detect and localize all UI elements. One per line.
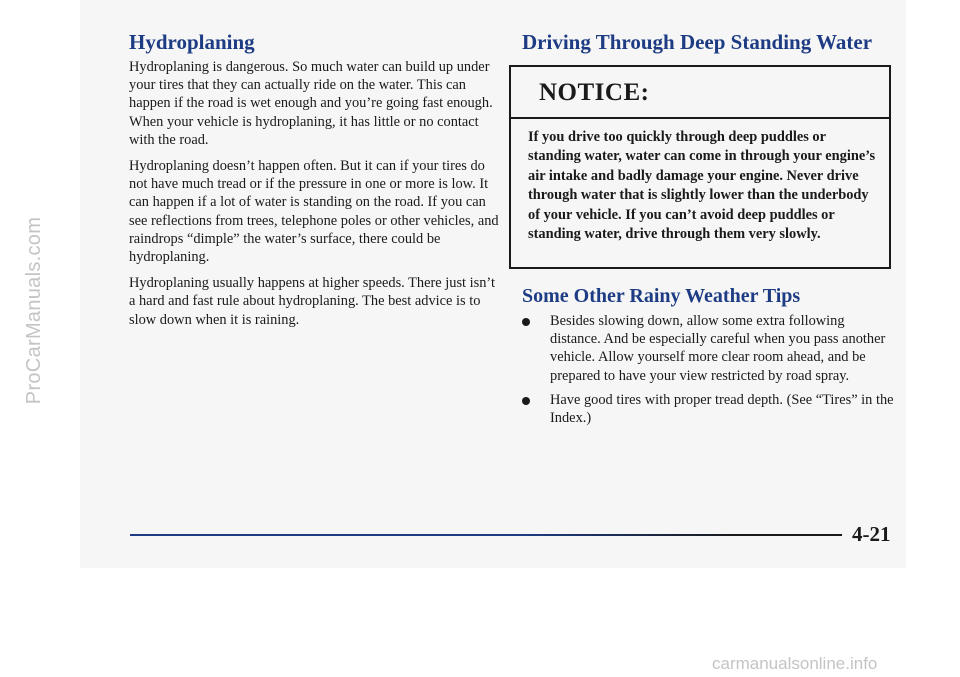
rainy-tips-heading: Some Other Rainy Weather Tips bbox=[522, 285, 801, 307]
bottom-watermark: carmanualsonline.info bbox=[712, 654, 878, 673]
hydroplaning-heading: Hydroplaning bbox=[129, 30, 255, 54]
hydroplaning-paragraph-1: Hydroplaning is dangerous. So much water can build up under your tires that they can actually ride on the water. This can happen if the road is wet enough and you’re going fast enough. When your vehicle is hydroplaning, it has little or no contact with the road. bbox=[129, 59, 493, 148]
side-watermark bbox=[20, 70, 50, 550]
tip-text: Have good tires with proper tread depth. (See “Tires” in the Index.) bbox=[550, 391, 894, 427]
hydroplaning-paragraph-3: Hydroplaning usually happens at higher speeds. There just isn’t a hard and fast rule about hydroplaning. The best advice is to slow down when it is raining. bbox=[129, 275, 495, 328]
notice-box bbox=[509, 65, 891, 269]
bullet-icon bbox=[522, 318, 530, 326]
tip-text: Besides slowing down, allow some extra following distance. And be especially careful when you pass another vehicle. Allow yourself more clear room ahead, and be prepared to have your view restricted by road spray. bbox=[550, 313, 886, 384]
hydroplaning-paragraph-2: Hydroplaning doesn’t happen often. But it can if your tires do not have much tread or if the pressure in one or more is low. It can happen if a lot of water is standing on the road. If you can see reflections from trees, telephone poles or other vehicles, and raindrops “dimple” the water’s surface, there could be hydroplaning. bbox=[129, 158, 499, 266]
notice-body: If you drive too quickly through deep puddles or standing water, water can come in through your engine’s air intake and badly damage your engine. Never drive through water that is slightly lower than the underbody of your vehicle. If you can’t avoid deep puddles or standing water, drive through them very slowly. bbox=[528, 129, 876, 243]
hydroplaning-section bbox=[129, 58, 499, 337]
rainy-tips-list bbox=[520, 312, 895, 433]
list-item bbox=[520, 391, 895, 427]
notice-title: NOTICE: bbox=[511, 67, 889, 119]
deep-water-heading: Driving Through Deep Standing Water bbox=[522, 30, 873, 54]
footer-rule bbox=[130, 534, 842, 536]
bullet-icon bbox=[522, 397, 530, 405]
page-number: 4-21 bbox=[852, 522, 891, 546]
side-watermark-text: ProCarManuals.com bbox=[23, 216, 46, 404]
list-item bbox=[520, 312, 895, 385]
